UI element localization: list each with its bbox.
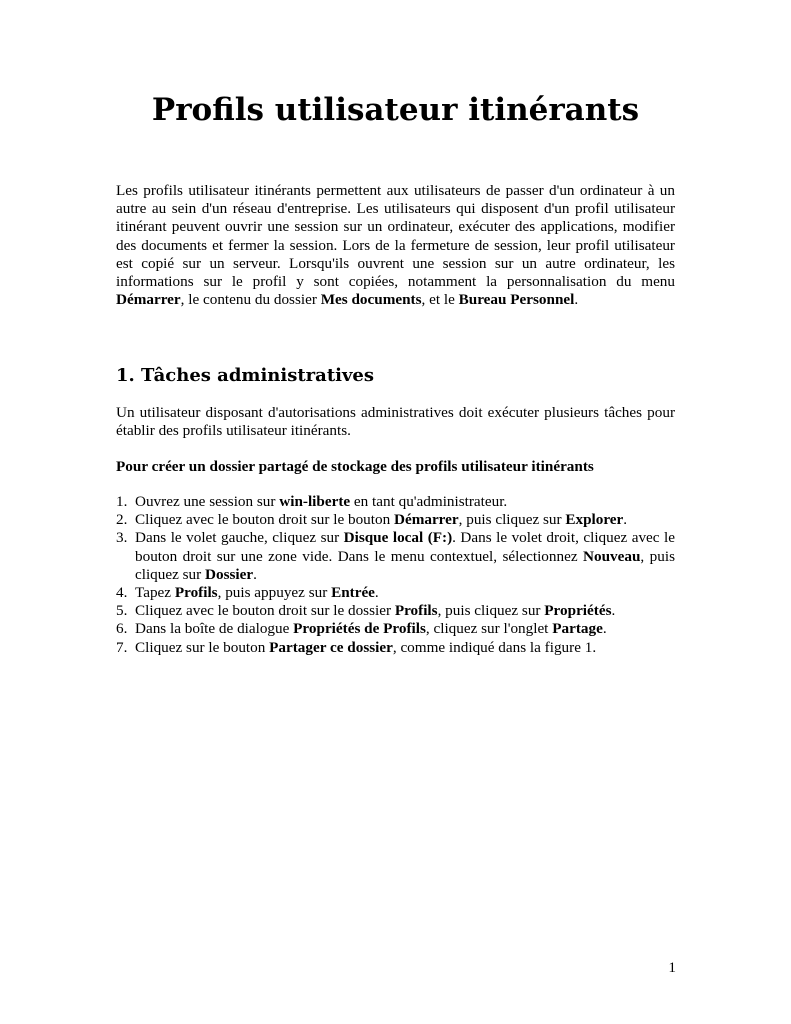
steps-list — [116, 493, 675, 657]
step-text: Dans la boîte de dialogue — [135, 620, 294, 638]
list-item — [116, 529, 675, 584]
step-bold: Nouveau — [583, 547, 641, 565]
step-text: en tant qu'administrateur. — [350, 493, 508, 510]
step-text: . — [374, 584, 379, 602]
list-item — [116, 584, 675, 602]
step-number: 6. — [116, 620, 128, 638]
step-bold: win-liberte — [279, 493, 351, 510]
step-number: 3. — [116, 529, 128, 547]
list-item — [116, 639, 675, 657]
step-text: , puis cliquez sur — [458, 511, 566, 529]
page-number: 1 — [668, 959, 676, 976]
step-text: Tapez — [135, 584, 175, 602]
step-bold: Propriétés — [544, 602, 612, 620]
procedure-title: Pour créer un dossier partagé de stockage des profils utilisateur itinérants — [116, 458, 594, 475]
intro-text-mid: , le contenu du dossier — [180, 291, 321, 309]
step-bold: Profils — [394, 602, 438, 620]
intro-text-end: . — [574, 291, 579, 309]
step-bold: Disque local (F:) — [343, 529, 453, 547]
section-paragraph: Un utilisateur disposant d'autorisations administratives doit exécuter plusieurs tâches pour établir des profils utilisateur itinérants. — [116, 404, 675, 440]
step-bold: Dossier — [205, 565, 254, 583]
step-text: . Dans le volet droit, cliquez avec le bouton droit sur une zone vide. Dans le menu contextuel, sélectionnez — [135, 529, 675, 565]
list-item — [116, 602, 675, 620]
step-bold: Partager ce dossier — [269, 638, 393, 656]
intro-bold-mes-documents: Mes documents — [320, 291, 422, 309]
intro-bold-bureau: Bureau Personnel — [458, 291, 575, 309]
step-text: Cliquez avec le bouton droit sur le bouton — [135, 511, 394, 529]
step-number: 5. — [116, 602, 128, 620]
step-text: , puis cliquez sur — [135, 547, 675, 583]
step-text: . — [623, 511, 628, 529]
list-item — [116, 620, 675, 638]
list-item — [116, 493, 675, 511]
intro-text-start: Les profils utilisateur itinérants permettent aux utilisateurs de passer d'un ordinateur à un autre au sein d'un réseau d'entreprise. Les utilisateurs qui disposent d'un profil utilisateur itinérant peuvent ouvrir une session sur un ordinateur, exécuter des applications, modifier des documents et fermer la session. Lors de la fermeture de session, leur profil utilisateur est copié sur un serveur. Lorsqu'ils ouvrent une session sur un autre ordinateur, les informations sur le profil y sont copiées, notamment la personnalisation du menu — [116, 182, 675, 291]
step-text: . — [611, 602, 616, 620]
intro-paragraph — [116, 182, 675, 309]
step-bold: Démarrer — [393, 511, 459, 529]
step-number: 1. — [116, 493, 128, 510]
section-heading: 1. Tâches administratives — [116, 365, 375, 386]
step-bold: Partage — [552, 620, 603, 638]
step-bold: Entrée — [331, 584, 375, 602]
step-text: Ouvrez une session sur — [135, 493, 280, 510]
step-text: Cliquez sur le bouton — [135, 638, 270, 656]
intro-text-and: , et le — [421, 291, 459, 309]
step-text: Cliquez avec le bouton droit sur le dossier — [135, 602, 395, 620]
step-number: 2. — [116, 511, 128, 529]
step-text: , comme indiqué dans la figure 1. — [392, 638, 597, 656]
step-text: Dans le volet gauche, cliquez sur — [135, 529, 344, 547]
step-bold: Profils — [174, 584, 218, 602]
step-text: , puis cliquez sur — [437, 602, 545, 620]
step-text: . — [253, 565, 257, 583]
intro-bold-demarrer: Démarrer — [116, 291, 181, 309]
list-item — [116, 511, 675, 529]
step-text: , puis appuyez sur — [217, 584, 332, 602]
step-bold: Explorer — [565, 511, 624, 529]
step-number: 7. — [116, 638, 128, 656]
step-number: 4. — [116, 584, 128, 602]
step-text: , cliquez sur l'onglet — [425, 620, 553, 638]
step-bold: Propriétés de Profils — [293, 620, 426, 638]
step-text: . — [602, 620, 607, 638]
page-title: Profils utilisateur itinérants — [151, 92, 640, 128]
